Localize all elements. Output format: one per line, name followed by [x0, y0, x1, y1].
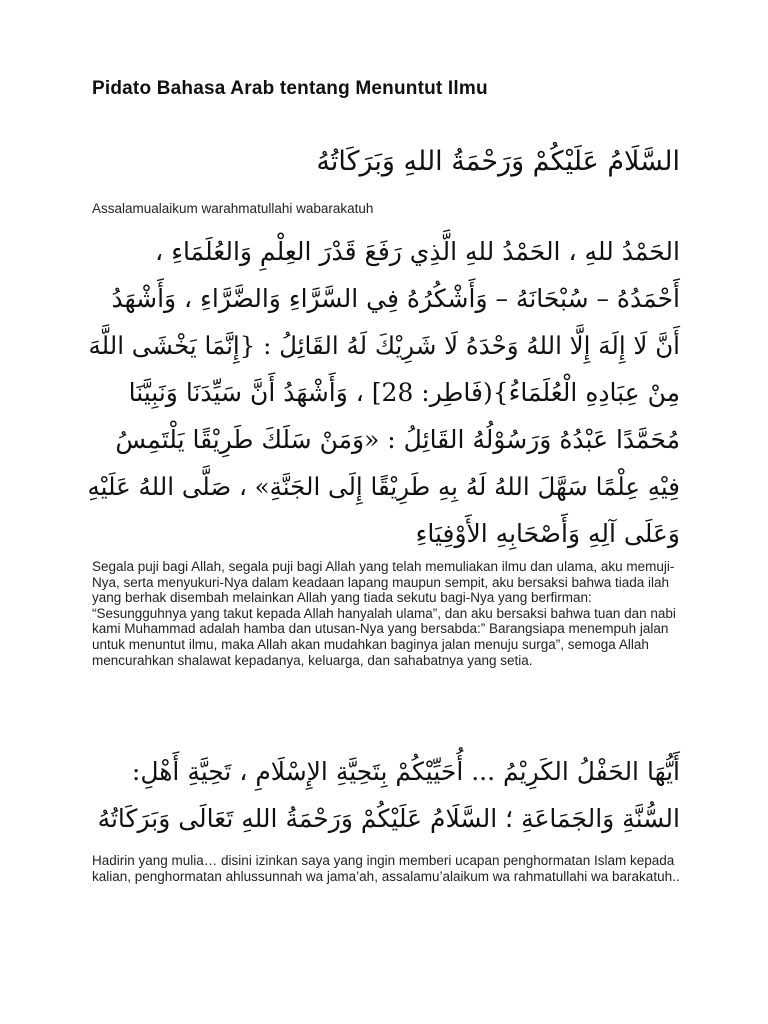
arabic-salam: السَّلَامُ عَلَيْكُمْ وَرَحْمَةُ اللهِ وَبَرَكَاتُهُ: [316, 146, 680, 177]
latin-opening-paragraph: Segala puji bagi Allah, segala puji bagi Allah yang telah memuliakan ilmu dan ulama, aku memuji-Nya, serta menyukuri-Nya dalam keadaan lapang maupun sempit, aku bersaksi bahwa tiada ilah yang berhak disembah melainkan Allah yang tiada sekutu bagi-Nya yang berfirman: “Sesungguhnya yang takut kepada Allah hanyalah ulama”, dan aku bersaksi bahwa tuan dan nabi kami Muhammad adalah hamba dan utusan-Nya yang bersabda:” Barangsiapa menempuh jalan untuk menuntut ilmu, maka Allah akan mudahkan baginya jalan menuju surga”, semoga Allah mencurahkan shalawat kepadanya, keluarga, dan sahabatnya yang setia.: [92, 559, 676, 668]
arabic-line: فِيْهِ عِلْمًا سَهَّلَ اللهُ لَهُ بِهِ طَرِيْقًا إِلَى الجَنَّةِ» ، صَلَّى اللهُ عَلَيْهِ: [87, 472, 680, 501]
arabic-line: السُّنَّةِ وَالجَمَاعَةِ ؛ السَّلَامُ عَلَيْكُمْ وَرَحْمَةُ اللهِ تَعَالَى وَبَرَكَاتُهُ: [97, 804, 680, 833]
latin-salam: Assalamualaikum warahmatullahi wabarakatuh: [92, 201, 374, 216]
arabic-line: مِنْ عِبَادِهِ الْعُلَمَاءُ}(فَاطِر: 28] ، وَأَشْهَدُ أَنَّ سَيِّدَنَا وَنَبِيَّنَا: [128, 378, 680, 407]
arabic-line: مُحَمَّدًا عَبْدُهُ وَرَسُوْلُهُ القَائِلُ : «وَمَنْ سَلَكَ طَرِيْقًا يَلْتَمِسُ: [115, 425, 680, 454]
latin-greeting-paragraph: Hadirin yang mulia… disini izinkan saya yang ingin memberi ucapan penghormatan Islam kepada kalian, penghormatan ahlussunnah wa jama’ah, assalamu’alaikum wa rahmatullahi wa barakatuh..: [92, 853, 680, 884]
arabic-line: أَحْمَدُهُ – سُبْحَانَهُ – وَأَشْكُرُهُ فِي السَّرَّاءِ وَالضَّرَّاءِ ، وَأَشْهَدُ: [111, 284, 680, 313]
arabic-line: أَيُّهَا الحَفْلُ الكَرِيْمُ ... أُحَيِّيْكُمْ بِتَحِيَّةِ الإِسْلَامِ ، تَحِيَّةِ أَهْلِ:: [131, 757, 680, 786]
page-title: Pidato Bahasa Arab tentang Menuntut Ilmu: [92, 78, 488, 99]
arabic-line: أَنَّ لَا إِلَهَ إِلَّا اللهُ وَحْدَهُ لَا شَرِيْكَ لَهُ القَائِلُ : {إِنَّمَا يَخْشَى اللَّهَ: [88, 331, 680, 360]
arabic-greeting-paragraph: [80, 748, 680, 842]
arabic-line: وَعَلَى آلِهِ وَأَصْحَابِهِ الأَوْفِيَاءِ: [415, 519, 680, 548]
arabic-opening-paragraph: [80, 228, 680, 557]
arabic-line: الحَمْدُ للهِ ، الحَمْدُ للهِ الَّذِي رَفَعَ قَدْرَ العِلْمِ وَالعُلَمَاءِ ،: [155, 237, 680, 266]
